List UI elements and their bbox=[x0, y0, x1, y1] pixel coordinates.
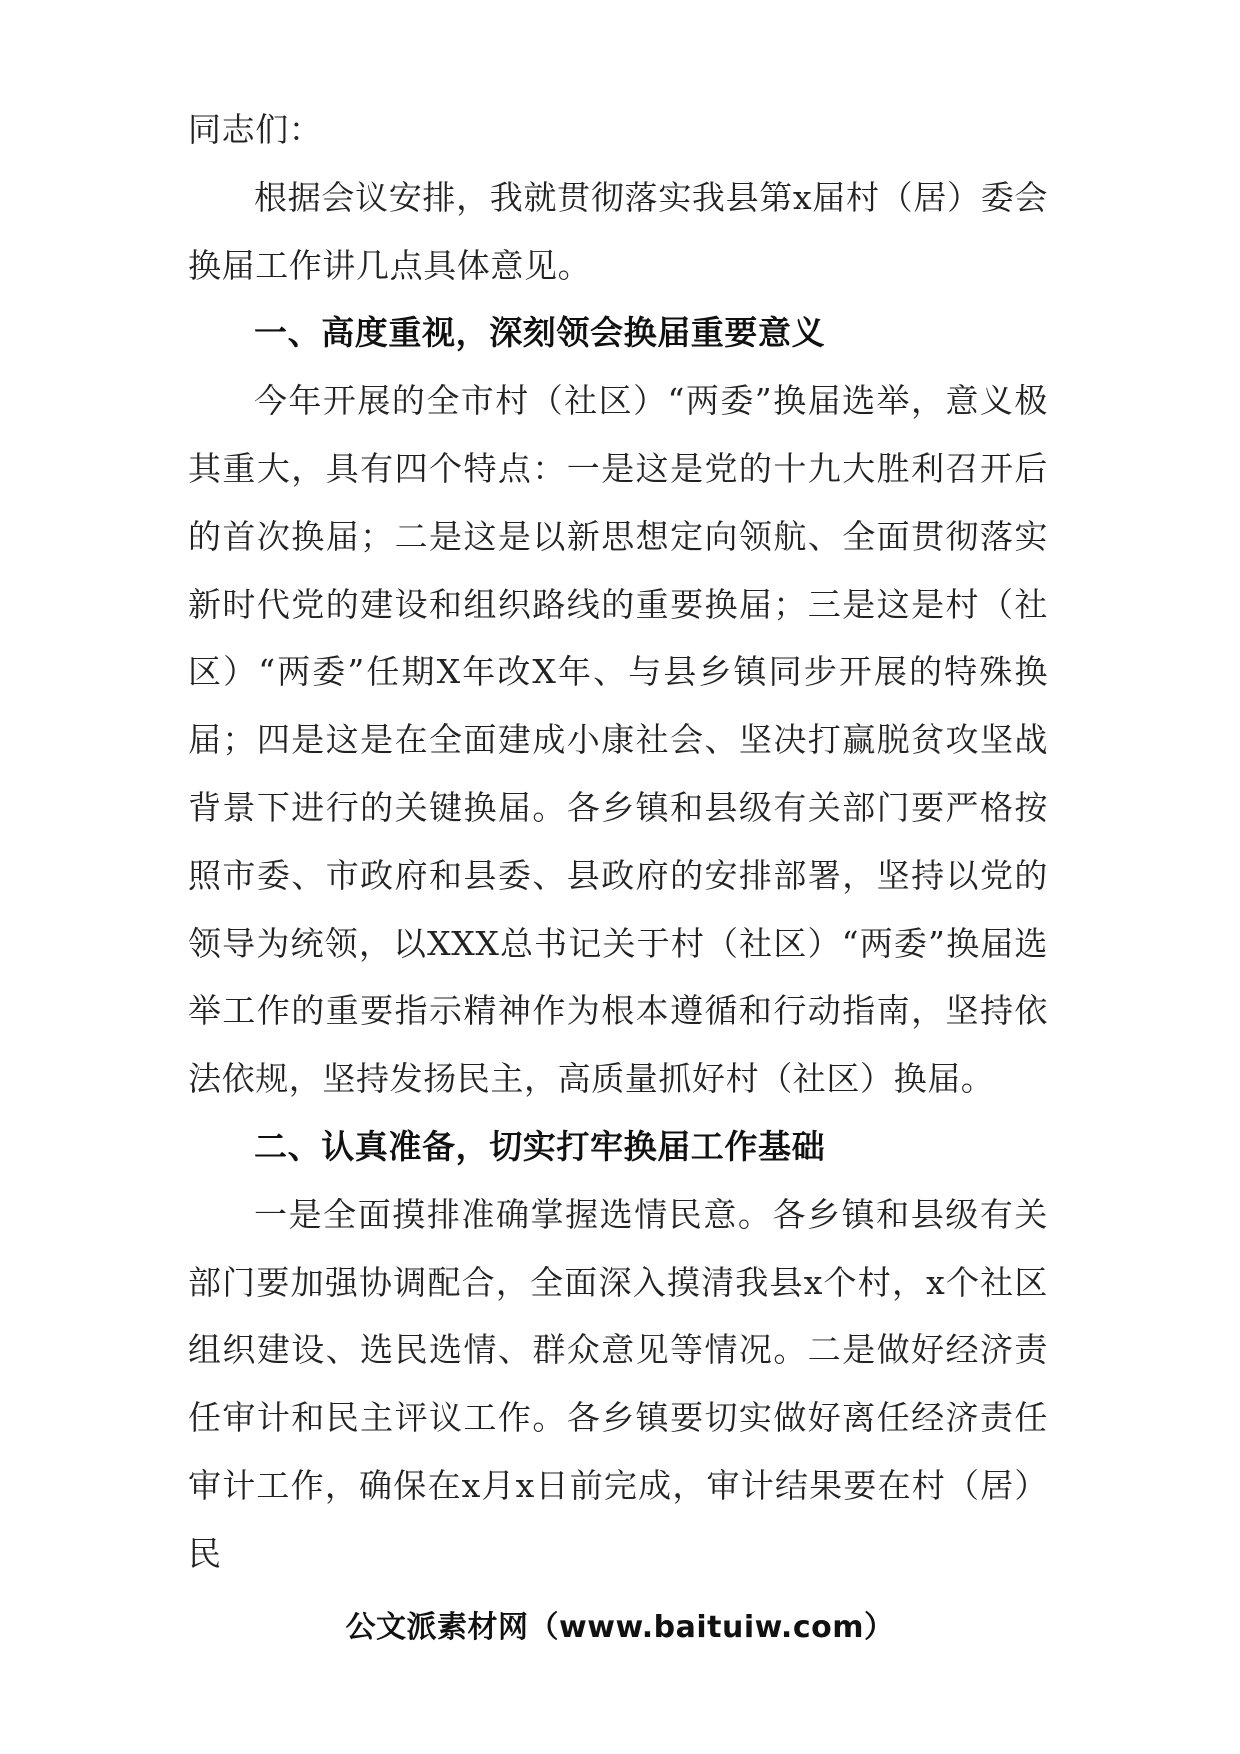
section-1-heading: 一、高度重视，深刻领会换届重要意义 bbox=[254, 313, 826, 353]
section-2-paragraph: 一是全面摸排准确掌握选情民意。各乡镇和县级有关部门要加强协调配合，全面深入摸清我县x个村，x个社区组织建设、选民选情、群众意见等情况。二是做好经济责任审计和民主评议工作。各乡镇要切实做好离任经济责任审计工作，确保在x月x日前完成，审计结果要在村（居）民 bbox=[188, 1194, 1048, 1573]
section-2-heading: 二、认真准备，切实打牢换届工作基础 bbox=[254, 1126, 826, 1166]
footer-watermark: 公文派素材网（www.baituiw.com） bbox=[345, 1610, 895, 1645]
section-1-paragraph: 今年开展的全市村（社区）“两委”换届选举，意义极其重大，具有四个特点：一是这是党的十九大胜利召开后的首次换届；二是这是以新思想定向领航、全面贯彻落实新时代党的建设和组织路线的重要换届；三是这是村（社区）“两委”任期X年改X年、与县乡镇同步开展的特殊换届；四是这是在全面建成小康社会、坚决打赢脱贫攻坚战背景下进行的关键换届。各乡镇和县级有关部门要严格按照市委、市政府和县委、县政府的安排部署，坚持以党的领导为统领，以XXX总书记关于村（社区）“两委”换届选举工作的重要指示精神作为根本遵循和行动指南，坚持依法依规，坚持发扬民主，高质量抓好村（社区）换届。 bbox=[188, 381, 1048, 1099]
salutation: 同志们： bbox=[188, 110, 323, 149]
document-body bbox=[188, 96, 1048, 1588]
intro-paragraph: 根据会议安排，我就贯彻落实我县第x届村（居）委会换届工作讲几点具体意见。 bbox=[188, 177, 1048, 285]
